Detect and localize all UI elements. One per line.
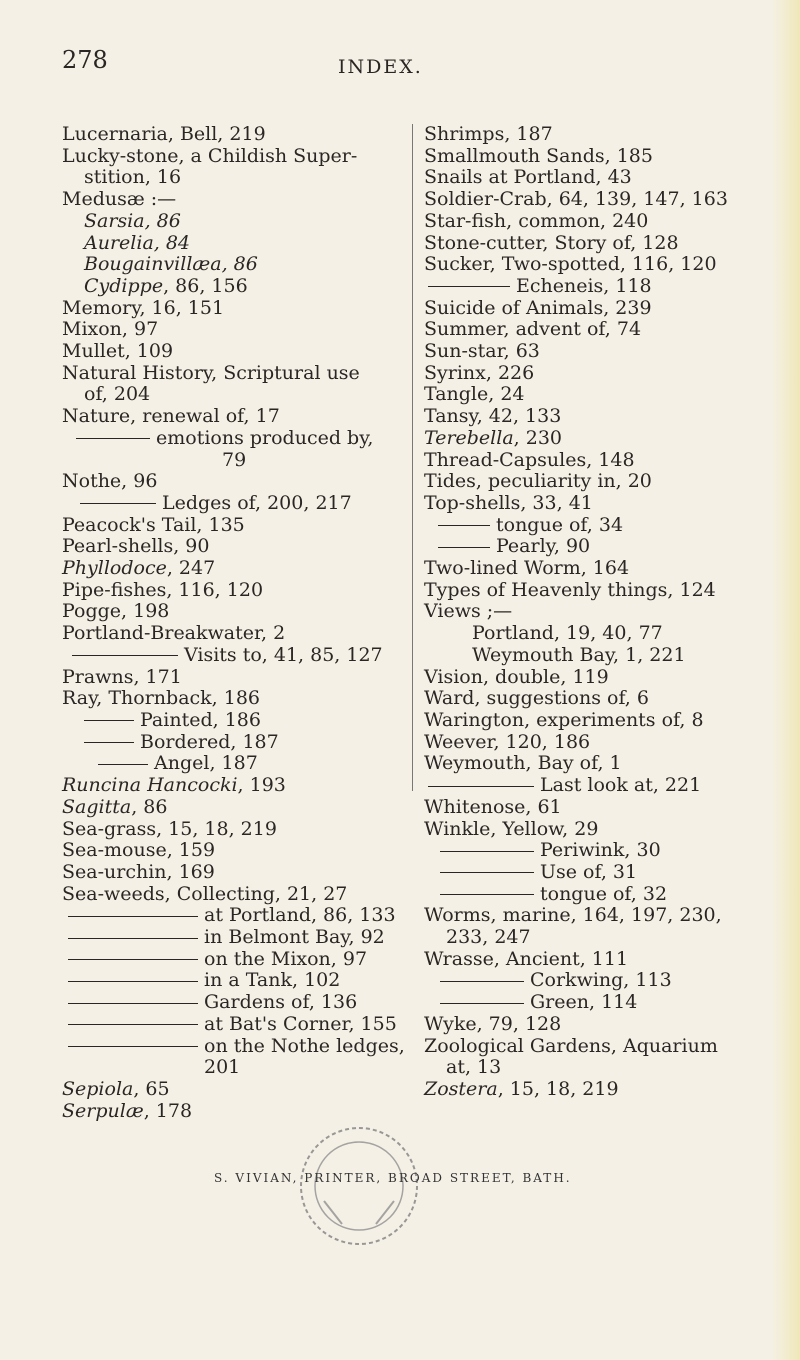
ditto-dash (440, 1003, 524, 1004)
index-entry: Ledges of, 200, 217 (162, 491, 352, 514)
index-entry: Top-shells, 33, 41 (424, 491, 593, 514)
index-entry: Corkwing, 113 (530, 969, 672, 992)
index-entry: Lucernaria, Bell, 219 (62, 123, 266, 145)
page-number: 278 (62, 46, 108, 74)
index-entry: Stone-cutter, Story of, 128 (424, 231, 679, 254)
index-entry: Syrinx, 226 (424, 361, 535, 384)
index-entry: Pearly, 90 (496, 535, 591, 558)
ditto-dash (68, 1046, 198, 1047)
index-entry: Snails at Portland, 43 (424, 166, 632, 189)
index-entry: Painted, 186 (140, 708, 261, 731)
index-entry: Cydippe, 86, 156 (84, 274, 248, 297)
index-entry: at Portland, 86, 133 (204, 904, 396, 927)
index-entry: Pipe-fishes, 116, 120 (62, 578, 264, 601)
index-entry: Phyllodoce, 247 (62, 557, 216, 580)
ditto-dash (438, 547, 490, 548)
index-entry: Nature, renewal of, 17 (62, 405, 280, 428)
index-entry: Tangle, 24 (424, 383, 525, 406)
index-column-right (424, 124, 774, 1101)
index-entry: Periwink, 30 (540, 839, 661, 862)
index-entry: tongue of, 32 (540, 882, 668, 905)
index-entry: in a Tank, 102 (204, 969, 341, 992)
ditto-dash (68, 959, 198, 960)
page-header (0, 46, 800, 82)
index-entry: Aurelia, 84 (84, 231, 191, 254)
index-entry: Wyke, 79, 128 (424, 1012, 562, 1035)
ditto-dash (84, 742, 134, 743)
ditto-dash (68, 916, 198, 917)
index-entry: Portland-Breakwater, 2 (62, 622, 286, 645)
ditto-dash (440, 894, 534, 895)
index-entry: Soldier-Crab, 64, 139, 147, 163 (424, 188, 728, 211)
index-entry: Lucky-stone, a Childish Super- (62, 144, 358, 167)
index-entry: of, 204 (84, 383, 151, 406)
index-entry: Views ;— (424, 600, 513, 623)
index-entry: Last look at, 221 (540, 774, 702, 797)
running-head: INDEX. (338, 56, 423, 78)
ditto-dash (80, 503, 156, 504)
index-entry: Sea-weeds, Collecting, 21, 27 (62, 882, 348, 905)
index-entry: Wrasse, Ancient, 111 (424, 947, 629, 970)
column-divider (412, 124, 413, 791)
ditto-dash (68, 938, 198, 939)
index-entry: Weever, 120, 186 (424, 730, 591, 753)
ditto-dash (68, 981, 198, 982)
index-entry: Runcina Hancocki, 193 (62, 774, 286, 797)
index-entry: Pearl-shells, 90 (62, 535, 210, 558)
index-entry: Winkle, Yellow, 29 (424, 817, 599, 840)
index-entry: on the Mixon, 97 (204, 947, 368, 970)
index-column-left (62, 124, 407, 1122)
index-entry: Portland, 19, 40, 77 (472, 622, 663, 645)
ditto-dash (84, 720, 134, 721)
index-entry: Smallmouth Sands, 185 (424, 144, 653, 167)
index-entry: Peacock's Tail, 135 (62, 513, 245, 536)
ditto-dash (98, 764, 148, 765)
index-entry: Sun-star, 63 (424, 340, 540, 363)
index-entry: Sarsia, 86 (84, 209, 181, 232)
index-entry: Natural History, Scriptural use (62, 361, 360, 384)
index-entry: Tides, peculiarity in, 20 (424, 470, 652, 493)
index-entry: Gardens of, 136 (204, 991, 358, 1014)
index-entry: Sepiola, 65 (62, 1077, 170, 1100)
ditto-dash (440, 872, 534, 873)
index-entry: 79 (222, 448, 247, 471)
index-entry: emotions produced by, (156, 426, 374, 449)
index-entry: Sea-grass, 15, 18, 219 (62, 817, 277, 840)
index-entry: Summer, advent of, 74 (424, 318, 642, 341)
index-entry: Use of, 31 (540, 860, 638, 883)
page-edge-shading (770, 0, 800, 1360)
index-entry: Nothe, 96 (62, 470, 158, 493)
index-entry: tongue of, 34 (496, 513, 624, 536)
index-entry: Ray, Thornback, 186 (62, 687, 261, 710)
index-entry: Thread-Capsules, 148 (424, 448, 635, 471)
index-entry: Medusæ :— (62, 188, 177, 211)
index-entry: Sagitta, 86 (62, 795, 168, 818)
index-entry: Star-fish, common, 240 (424, 209, 649, 232)
index-entry: Weymouth Bay, 1, 221 (472, 643, 686, 666)
ditto-dash (438, 525, 490, 526)
index-entry: Green, 114 (530, 991, 638, 1014)
index-entry: at, 13 (446, 1056, 502, 1079)
index-entry: Terebella, 230 (424, 426, 563, 449)
ditto-dash (68, 1024, 198, 1025)
printer-imprint: S. VIVIAN, PRINTER, BROAD STREET, BATH. (214, 1171, 572, 1185)
index-entry: in Belmont Bay, 92 (204, 926, 385, 949)
index-entry: Bordered, 187 (140, 730, 279, 753)
ditto-dash (72, 655, 178, 656)
index-entry: Tansy, 42, 133 (424, 405, 562, 428)
index-entry: Memory, 16, 151 (62, 296, 225, 319)
index-entry: Mullet, 109 (62, 340, 174, 363)
index-entry: Zoological Gardens, Aquarium (424, 1034, 718, 1057)
index-entry: stition, 16 (84, 166, 182, 189)
index-entry: Two-lined Worm, 164 (424, 557, 630, 580)
index-entry: Serpulæ, 178 (62, 1099, 193, 1122)
index-entry: Sea-mouse, 159 (62, 839, 216, 862)
index-entry: Worms, marine, 164, 197, 230, (424, 904, 722, 927)
index-entry: Whitenose, 61 (424, 795, 562, 818)
index-entry: on the Nothe ledges, (204, 1034, 405, 1057)
index-entry: 201 (204, 1056, 241, 1079)
index-entry: Visits to, 41, 85, 127 (184, 643, 383, 666)
index-entry: at Bat's Corner, 155 (204, 1012, 397, 1035)
index-entry: Ward, suggestions of, 6 (424, 687, 649, 710)
index-entry: Bougainvillæa, 86 (84, 253, 258, 276)
ditto-dash (428, 786, 534, 787)
index-entry: Zostera, 15, 18, 219 (424, 1077, 619, 1100)
index-entry: Types of Heavenly things, 124 (424, 578, 716, 601)
index-entry: Pogge, 198 (62, 600, 170, 623)
index-entry: Weymouth, Bay of, 1 (424, 752, 622, 775)
index-entry: Vision, double, 119 (424, 665, 609, 688)
index-entry: Mixon, 97 (62, 318, 159, 341)
index-entry: Angel, 187 (154, 752, 258, 775)
index-entry: Warington, experiments of, 8 (424, 708, 704, 731)
index-entry: Prawns, 171 (62, 665, 182, 688)
index-entry: Sucker, Two-spotted, 116, 120 (424, 253, 717, 276)
ditto-dash (68, 1003, 198, 1004)
index-entry: Sea-urchin, 169 (62, 860, 215, 883)
ditto-dash (76, 438, 150, 439)
index-entry: Shrimps, 187 (424, 123, 553, 145)
ditto-dash (440, 851, 534, 852)
index-entry: Suicide of Animals, 239 (424, 296, 652, 319)
index-entry: Echeneis, 118 (516, 274, 652, 297)
index-entry: 233, 247 (446, 926, 531, 949)
ditto-dash (440, 981, 524, 982)
ditto-dash (428, 286, 510, 287)
